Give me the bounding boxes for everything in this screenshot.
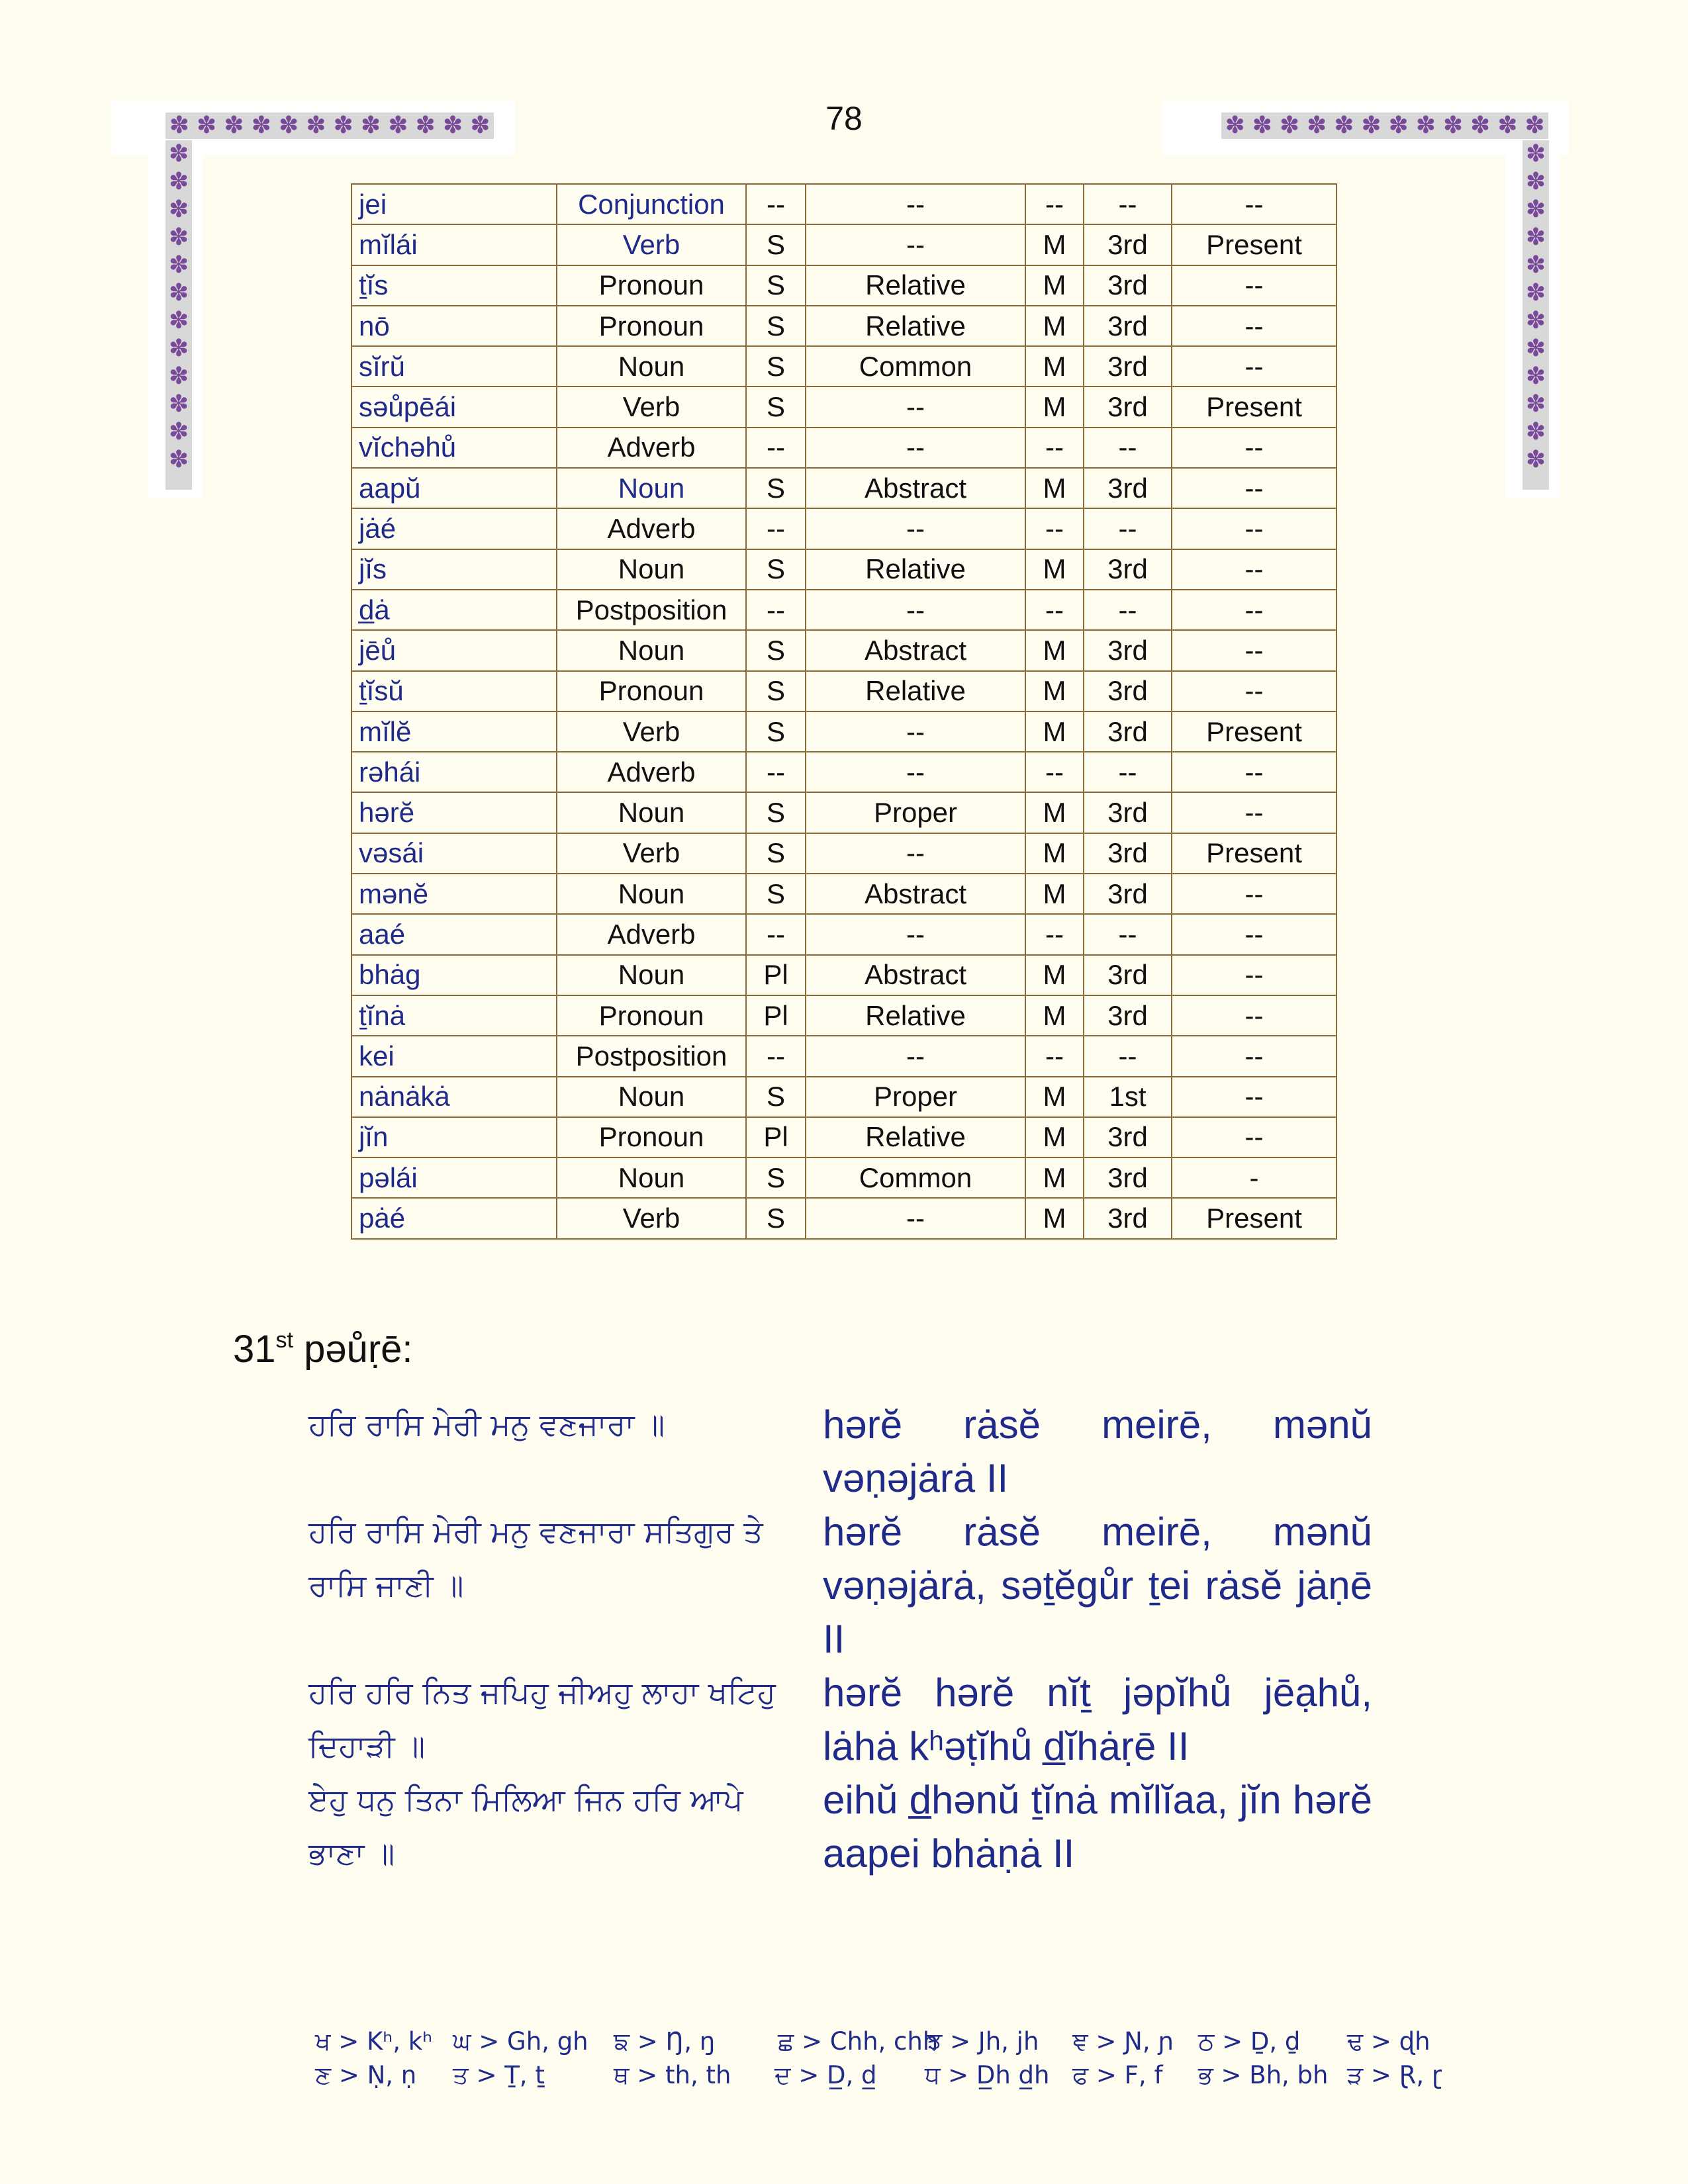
cell-gender: -- [1025, 1036, 1084, 1076]
cell-gender: M [1025, 549, 1084, 590]
cell-number: S [746, 224, 806, 265]
cell-number: S [746, 671, 806, 711]
section-heading [233, 1327, 413, 1371]
cell-person: 3rd [1084, 549, 1172, 590]
verse-2-gurmukhi: ਹਰਿ ਰਾਸਿ ਮੇਰੀ ਮਨੁ ਵਣਜਾਰਾ ਸਤਿਗੁਰ ਤੇ ਰਾਸਿ ਜਾਣੀ ॥ [308, 1514, 763, 1603]
cell-tense: -- [1172, 549, 1336, 590]
cell-person: -- [1084, 914, 1172, 954]
legend-entry: ਛ > Chh, chh [778, 2027, 939, 2056]
cell-number: S [746, 265, 806, 306]
star-ornament-icon: ✽ [1525, 140, 1546, 167]
cell-tense: -- [1172, 265, 1336, 306]
cell-type: Proper [806, 792, 1025, 833]
star-ornament-icon: ✽ [415, 113, 436, 139]
section-number: 31 [233, 1328, 276, 1371]
legend-entry: ਧ > D̲h d̲h [925, 2061, 1050, 2089]
cell-tense: -- [1172, 630, 1336, 670]
cell-part-of-speech: Pronoun [557, 265, 746, 306]
cell-tense: -- [1172, 1117, 1336, 1158]
cell-number: S [746, 346, 806, 387]
table-row [352, 1077, 1336, 1117]
cell-word: nō [352, 306, 557, 346]
star-ornament-icon: ✽ [168, 140, 189, 167]
cell-part-of-speech: Verb [557, 1198, 746, 1238]
top-left-star-border [165, 113, 494, 139]
cell-part-of-speech: Conjunction [557, 184, 746, 224]
cell-type: -- [806, 590, 1025, 630]
table-row [352, 1198, 1336, 1238]
cell-type: -- [806, 184, 1025, 224]
cell-tense: -- [1172, 995, 1336, 1036]
cell-word: hərĕ [352, 792, 557, 833]
cell-number: S [746, 874, 806, 914]
star-ornament-icon: ✽ [1279, 113, 1300, 139]
star-ornament-icon: ✽ [1470, 113, 1491, 139]
table-row [352, 184, 1336, 224]
cell-word: nȧnȧkȧ [352, 1077, 557, 1117]
cell-type: Relative [806, 995, 1025, 1036]
cell-type: -- [806, 752, 1025, 792]
cell-tense: -- [1172, 590, 1336, 630]
cell-word: jēů [352, 630, 557, 670]
cell-tense: Present [1172, 387, 1336, 427]
verse-3-translit: hərĕ hərĕ nĭṯ jəpĭhů jēạhů, lȧhȧ kʰəṭĭhů d̲ĭhȧṛē II [823, 1670, 1372, 1768]
star-ornament-icon: ✽ [168, 390, 189, 418]
right-star-border [1523, 140, 1549, 490]
cell-person: -- [1084, 1036, 1172, 1076]
star-ornament-icon: ✽ [1525, 335, 1546, 362]
cell-number: S [746, 306, 806, 346]
cell-person: -- [1084, 590, 1172, 630]
cell-word: jĭn [352, 1117, 557, 1158]
star-ornament-icon: ✽ [168, 251, 189, 279]
cell-word: rəhái [352, 752, 557, 792]
cell-type: -- [806, 1036, 1025, 1076]
cell-person: 3rd [1084, 1158, 1172, 1198]
cell-gender: M [1025, 1117, 1084, 1158]
star-ornament-icon: ✽ [1415, 113, 1436, 139]
cell-gender: M [1025, 792, 1084, 833]
cell-word: mənĕ [352, 874, 557, 914]
table-row [352, 1117, 1336, 1158]
cell-number: S [746, 549, 806, 590]
cell-tense: Present [1172, 833, 1336, 874]
cell-person: 3rd [1084, 265, 1172, 306]
table-row [352, 468, 1336, 508]
table-row [352, 1158, 1336, 1198]
cell-tense: Present [1172, 1198, 1336, 1238]
cell-word: mĭlái [352, 224, 557, 265]
cell-word: aapŭ [352, 468, 557, 508]
cell-type: -- [806, 428, 1025, 468]
cell-number: S [746, 1158, 806, 1198]
legend-entry: ਫ > F, f [1072, 2061, 1163, 2089]
star-ornament-icon: ✽ [1497, 113, 1518, 139]
cell-number: S [746, 711, 806, 752]
star-ornament-icon: ✽ [1525, 279, 1546, 306]
cell-part-of-speech: Verb [557, 711, 746, 752]
star-ornament-icon: ✽ [168, 363, 189, 390]
legend-entry: ਣ > Ṇ, ṇ [315, 2061, 417, 2089]
cell-tense: -- [1172, 428, 1336, 468]
cell-type: Abstract [806, 630, 1025, 670]
star-ornament-icon: ✽ [196, 113, 217, 139]
table-row [352, 914, 1336, 954]
cell-tense: -- [1172, 184, 1336, 224]
cell-number: S [746, 833, 806, 874]
table-row [352, 792, 1336, 833]
cell-part-of-speech: Adverb [557, 914, 746, 954]
cell-gender: M [1025, 1198, 1084, 1238]
table-row [352, 224, 1336, 265]
verse-4-translit: eihŭ d̲hənŭ ṯĭnȧ mĭlĭaa, jĭn hərĕ aapei bhȧṇȧ II [823, 1778, 1372, 1876]
cell-number: -- [746, 1036, 806, 1076]
star-ornament-icon: ✽ [278, 113, 299, 139]
cell-gender: M [1025, 265, 1084, 306]
cell-tense: -- [1172, 914, 1336, 954]
cell-number: -- [746, 590, 806, 630]
table-row [352, 711, 1336, 752]
cell-gender: -- [1025, 428, 1084, 468]
cell-type: Abstract [806, 874, 1025, 914]
cell-word: ṯĭsŭ [352, 671, 557, 711]
legend-entry: ਖ > Kʰ, kʰ [315, 2027, 433, 2056]
cell-type: Proper [806, 1077, 1025, 1117]
star-ornament-icon: ✽ [168, 446, 189, 473]
cell-part-of-speech: Postposition [557, 590, 746, 630]
cell-number: S [746, 468, 806, 508]
cell-type: -- [806, 711, 1025, 752]
table-row [352, 549, 1336, 590]
legend-entry: ਥ > th, th [614, 2061, 731, 2089]
cell-word: bhȧg [352, 955, 557, 995]
star-ornament-icon: ✽ [1525, 363, 1546, 390]
star-ornament-icon: ✽ [1442, 113, 1464, 139]
verse-2-translit: hərĕ rȧsĕ meirē, mənŭ vəṇəjȧrȧ, səṯĕgůr ṯei rȧsĕ jȧṇē II [823, 1510, 1372, 1661]
cell-gender: -- [1025, 752, 1084, 792]
cell-part-of-speech: Adverb [557, 752, 746, 792]
cell-tense: - [1172, 1158, 1336, 1198]
star-ornament-icon: ✽ [168, 224, 189, 251]
cell-part-of-speech: Noun [557, 346, 746, 387]
legend-entry: ੜ > Ɽ, ɽ [1347, 2061, 1442, 2089]
verse-1-gurmukhi: ਹਰਿ ਰਾਸਿ ਮੇਰੀ ਮਨੁ ਵਣਜਾਰਾ ॥ [308, 1406, 665, 1442]
star-ornament-icon: ✽ [360, 113, 381, 139]
star-ornament-icon: ✽ [1525, 307, 1546, 334]
cell-number: S [746, 387, 806, 427]
cell-type: -- [806, 833, 1025, 874]
cell-gender: M [1025, 630, 1084, 670]
cell-person: -- [1084, 752, 1172, 792]
verse-1-translit: hərĕ rȧsĕ meirē, mənŭ vəṇəjȧrȧ II [823, 1402, 1372, 1500]
table-row [352, 874, 1336, 914]
cell-gender: M [1025, 833, 1084, 874]
cell-number: S [746, 792, 806, 833]
cell-word: sĭrŭ [352, 346, 557, 387]
cell-number: -- [746, 508, 806, 549]
cell-person: 3rd [1084, 792, 1172, 833]
cell-word: mĭlĕ [352, 711, 557, 752]
cell-person: 1st [1084, 1077, 1172, 1117]
star-ornament-icon: ✽ [169, 113, 189, 139]
cell-gender: -- [1025, 508, 1084, 549]
star-ornament-icon: ✽ [1525, 224, 1546, 251]
star-ornament-icon: ✽ [1525, 196, 1546, 223]
cell-person: 3rd [1084, 387, 1172, 427]
cell-tense: -- [1172, 468, 1336, 508]
cell-type: -- [806, 508, 1025, 549]
cell-part-of-speech: Noun [557, 955, 746, 995]
cell-number: -- [746, 428, 806, 468]
cell-word: jĭs [352, 549, 557, 590]
star-ornament-icon: ✽ [168, 168, 189, 195]
cell-person: 3rd [1084, 874, 1172, 914]
table-row [352, 995, 1336, 1036]
table-row [352, 265, 1336, 306]
cell-gender: M [1025, 874, 1084, 914]
cell-gender: -- [1025, 914, 1084, 954]
cell-person: -- [1084, 428, 1172, 468]
table-row [352, 346, 1336, 387]
cell-word: səůpēái [352, 387, 557, 427]
legend-entry: ਦ > D̲, d̲ [774, 2061, 877, 2089]
star-ornament-icon: ✽ [1334, 113, 1354, 139]
star-ornament-icon: ✽ [1252, 113, 1272, 139]
cell-tense: -- [1172, 752, 1336, 792]
star-ornament-icon: ✽ [1525, 390, 1546, 418]
left-star-border [165, 140, 192, 490]
cell-word: pȧé [352, 1198, 557, 1238]
cell-person: 3rd [1084, 306, 1172, 346]
cell-type: Relative [806, 549, 1025, 590]
cell-part-of-speech: Verb [557, 833, 746, 874]
cell-tense: -- [1172, 508, 1336, 549]
star-ornament-icon: ✽ [168, 335, 189, 362]
cell-word: ṯĭnȧ [352, 995, 557, 1036]
cell-tense: -- [1172, 306, 1336, 346]
cell-type: Abstract [806, 468, 1025, 508]
cell-person: 3rd [1084, 671, 1172, 711]
cell-part-of-speech: Pronoun [557, 671, 746, 711]
cell-word: aaé [352, 914, 557, 954]
cell-word: jei [352, 184, 557, 224]
cell-part-of-speech: Noun [557, 468, 746, 508]
cell-person: -- [1084, 184, 1172, 224]
table-row [352, 671, 1336, 711]
legend-entry: ਢ > ɖh [1347, 2027, 1430, 2056]
cell-word: d̲ȧ [352, 590, 557, 630]
star-ornament-icon: ✽ [1388, 113, 1409, 139]
star-ornament-icon: ✽ [224, 113, 244, 139]
cell-tense: -- [1172, 874, 1336, 914]
legend-entry: ਘ > Gh, gh [453, 2027, 588, 2056]
cell-number: -- [746, 184, 806, 224]
cell-number: -- [746, 914, 806, 954]
cell-part-of-speech: Adverb [557, 428, 746, 468]
cell-person: 3rd [1084, 833, 1172, 874]
cell-type: Relative [806, 265, 1025, 306]
cell-number: -- [746, 752, 806, 792]
cell-person: 3rd [1084, 468, 1172, 508]
grammar-table [351, 183, 1337, 1240]
cell-gender: M [1025, 468, 1084, 508]
cell-gender: M [1025, 387, 1084, 427]
cell-number: Pl [746, 995, 806, 1036]
star-ornament-icon: ✽ [168, 418, 189, 445]
cell-person: 3rd [1084, 630, 1172, 670]
cell-gender: M [1025, 995, 1084, 1036]
table-row [352, 1036, 1336, 1076]
legend-entry: ਠ > Ḏ, ḏ [1198, 2027, 1301, 2056]
cell-gender: M [1025, 671, 1084, 711]
cell-tense: -- [1172, 955, 1336, 995]
cell-tense: -- [1172, 792, 1336, 833]
cell-tense: -- [1172, 346, 1336, 387]
table-row [352, 428, 1336, 468]
star-ornament-icon: ✽ [470, 113, 491, 139]
verse-4-gurmukhi: ਏਹੁ ਧਨੁ ਤਿਨਾ ਮਿਲਿਆ ਜਿਨ ਹਰਿ ਆਪੇ ਭਾਣਾ ॥ [308, 1782, 743, 1871]
cell-word: pəlái [352, 1158, 557, 1198]
cell-gender: -- [1025, 590, 1084, 630]
cell-gender: M [1025, 1158, 1084, 1198]
cell-gender: -- [1025, 184, 1084, 224]
cell-part-of-speech: Noun [557, 1077, 746, 1117]
cell-person: 3rd [1084, 955, 1172, 995]
cell-tense: Present [1172, 224, 1336, 265]
cell-number: S [746, 1077, 806, 1117]
cell-part-of-speech: Noun [557, 1158, 746, 1198]
legend-entry: ਙ > Ŋ, ŋ [614, 2027, 716, 2056]
cell-person: 3rd [1084, 1198, 1172, 1238]
cell-part-of-speech: Noun [557, 549, 746, 590]
table-row [352, 955, 1336, 995]
star-ornament-icon: ✽ [251, 113, 271, 139]
verse-3-gurmukhi: ਹਰਿ ਹਰਿ ਨਿਤ ਜਪਿਹੁ ਜੀਅਹੁ ਲਾਹਾ ਖਟਿਹੁ ਦਿਹਾੜੀ ॥ [308, 1674, 776, 1764]
cell-gender: M [1025, 955, 1084, 995]
table-row [352, 630, 1336, 670]
cell-part-of-speech: Noun [557, 792, 746, 833]
top-right-star-border [1221, 113, 1548, 139]
cell-part-of-speech: Pronoun [557, 995, 746, 1036]
cell-part-of-speech: Postposition [557, 1036, 746, 1076]
cell-type: Relative [806, 671, 1025, 711]
cell-word: jȧé [352, 508, 557, 549]
table-row [352, 387, 1336, 427]
cell-word: kei [352, 1036, 557, 1076]
section-suffix: st [275, 1328, 293, 1353]
cell-type: Common [806, 346, 1025, 387]
cell-type: -- [806, 387, 1025, 427]
cell-type: Relative [806, 306, 1025, 346]
cell-number: Pl [746, 1117, 806, 1158]
cell-tense: Present [1172, 711, 1336, 752]
cell-number: Pl [746, 955, 806, 995]
cell-type: Abstract [806, 955, 1025, 995]
cell-gender: M [1025, 306, 1084, 346]
table-row [352, 508, 1336, 549]
cell-tense: -- [1172, 1077, 1336, 1117]
star-ornament-icon: ✽ [1524, 113, 1545, 139]
star-ornament-icon: ✽ [1361, 113, 1382, 139]
cell-type: -- [806, 914, 1025, 954]
star-ornament-icon: ✽ [442, 113, 463, 139]
star-ornament-icon: ✽ [306, 113, 326, 139]
star-ornament-icon: ✽ [333, 113, 353, 139]
star-ornament-icon: ✽ [168, 307, 189, 334]
legend-entry: ਭ > Bh, bh [1198, 2061, 1329, 2089]
star-ornament-icon: ✽ [1307, 113, 1327, 139]
cell-part-of-speech: Pronoun [557, 1117, 746, 1158]
legend-entry: ਞ > Ɲ, ɲ [1072, 2027, 1174, 2056]
cell-gender: M [1025, 224, 1084, 265]
legend-entry: ਤ > Ṯ, ṯ [453, 2061, 545, 2089]
cell-gender: M [1025, 711, 1084, 752]
star-ornament-icon: ✽ [1525, 446, 1546, 473]
cell-part-of-speech: Noun [557, 630, 746, 670]
table-row [352, 833, 1336, 874]
star-ornament-icon: ✽ [1225, 113, 1245, 139]
cell-type: Relative [806, 1117, 1025, 1158]
cell-part-of-speech: Noun [557, 874, 746, 914]
cell-person: 3rd [1084, 711, 1172, 752]
cell-person: 3rd [1084, 995, 1172, 1036]
table-row [352, 752, 1336, 792]
star-ornament-icon: ✽ [1525, 418, 1546, 445]
page-number: 78 [825, 100, 863, 137]
cell-gender: M [1025, 346, 1084, 387]
cell-type: -- [806, 1198, 1025, 1238]
cell-person: 3rd [1084, 1117, 1172, 1158]
cell-number: S [746, 630, 806, 670]
cell-tense: -- [1172, 1036, 1336, 1076]
cell-tense: -- [1172, 671, 1336, 711]
star-ornament-icon: ✽ [168, 279, 189, 306]
cell-type: -- [806, 224, 1025, 265]
star-ornament-icon: ✽ [168, 196, 189, 223]
cell-type: Common [806, 1158, 1025, 1198]
cell-word: ṯĭs [352, 265, 557, 306]
table-row [352, 590, 1336, 630]
cell-person: 3rd [1084, 224, 1172, 265]
cell-part-of-speech: Verb [557, 387, 746, 427]
star-ornament-icon: ✽ [1525, 168, 1546, 195]
star-ornament-icon: ✽ [388, 113, 408, 139]
cell-gender: M [1025, 1077, 1084, 1117]
cell-person: -- [1084, 508, 1172, 549]
cell-part-of-speech: Verb [557, 224, 746, 265]
section-title: pəůṛē: [293, 1328, 413, 1371]
cell-part-of-speech: Adverb [557, 508, 746, 549]
cell-part-of-speech: Pronoun [557, 306, 746, 346]
star-ornament-icon: ✽ [1525, 251, 1546, 279]
cell-word: vəsái [352, 833, 557, 874]
cell-person: 3rd [1084, 346, 1172, 387]
cell-number: S [746, 1198, 806, 1238]
table-row [352, 306, 1336, 346]
cell-word: vĭchəhů [352, 428, 557, 468]
legend-entry: ਝ > Jh, jh [927, 2027, 1039, 2056]
